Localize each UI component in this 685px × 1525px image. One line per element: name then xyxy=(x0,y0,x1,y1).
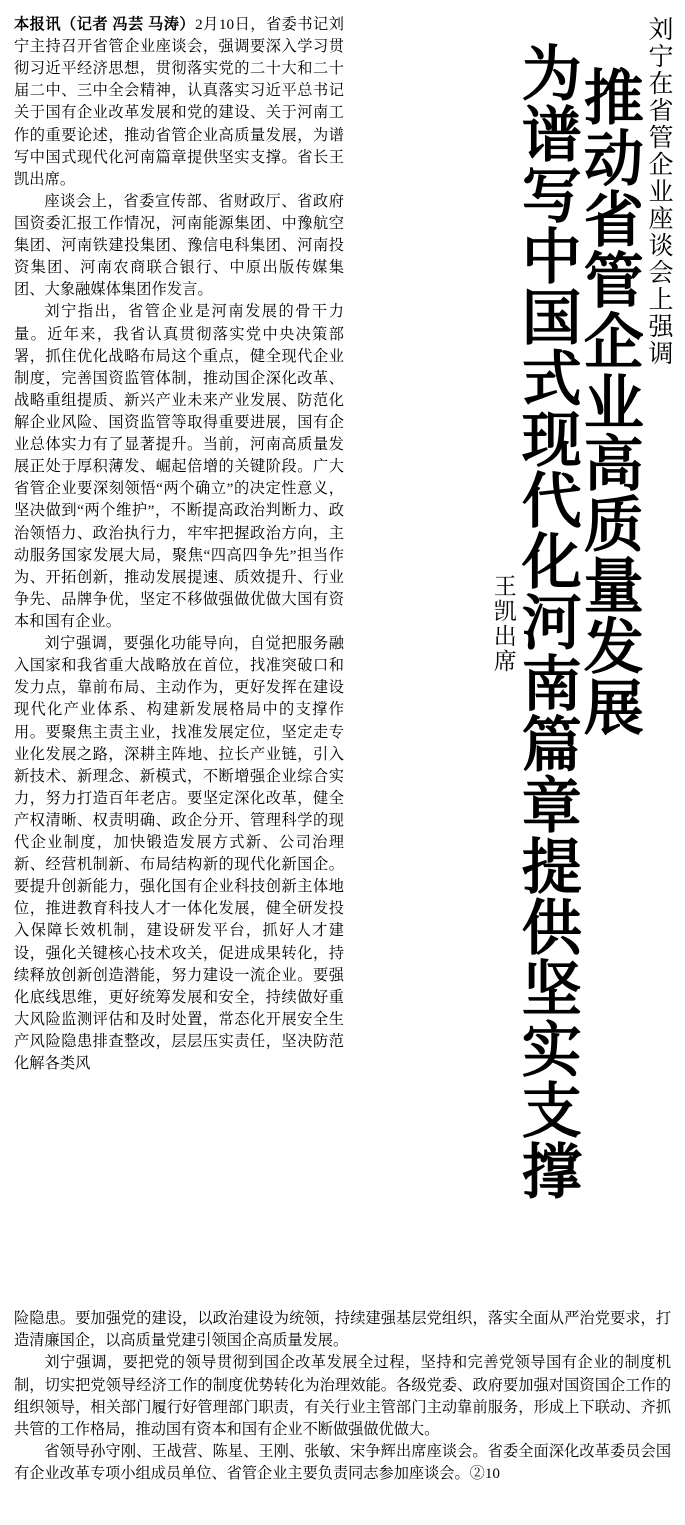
dateline-label: 本报讯（记者 冯芸 马涛） xyxy=(14,16,196,33)
headline-line-2: 为谱写中国式现代化河南篇章提供坚实支撑 xyxy=(511,42,582,1201)
top-area xyxy=(14,14,671,1310)
body-paragraph: 刘宁强调，要强化功能导向，自觉把服务融入国家和我省重大战略放在首位，找准突破口和发力点，靠前布局、主动作为，更好发挥在建设现代化产业体系、构建新发展格局中的支撑作用。要聚焦主责主业，找准发展定位，坚定走专业化发展之路，深耕主阵地、拉长产业链，引入新技术、新理念、新模式，不断增强企业综合实力，努力打造百年老店。要坚定深化改革，健全产权清晰、权责明确、政企分开、管理科学的现代企业制度，加快锻造发展方式新、公司治理新、经营机制新、布局结构新的现代化新国企。要提升创新能力，强化国有企业科技创新主体地位，推进教育科技人才一体化发展，健全研发投入保障长效机制，建设研发平台，抓好人才建设，强化关键核心技术攻关，促进成果转化，持续释放创新创造潜能，努力建设一流企业。要强化底线思维，更好统筹发展和安全，持续做好重大风险监测评估和及时处置，常态化开展安全生产风险隐患排查整改，层层压实责任，坚决防范化解各类风 xyxy=(14,635,344,1073)
body-paragraph: 险隐患。要加强党的建设，以政治建设为统领，持续建强基层党组织，落实全面从严治党要求，打造清廉国企，以高质量党建引领国企高质量发展。 xyxy=(14,1310,671,1350)
headline-byline: 王凯出席 xyxy=(490,574,516,674)
lead-paragraph xyxy=(14,14,344,191)
body-paragraph: 刘宁指出，省管企业是河南发展的骨干力量。近年来，我省认真贯彻落实党中央决策部署，抓住优化战略布局这个重点，健全现代企业制度，完善国资监管体制，推动国企深化改革、战略重组提质、新兴产业未来产业发展、防范化解企业风险、国资监管等取得重要进展，国有企业总体实力有了显著提升。当前，河南高质量发展正处于厚积薄发、崛起倍增的关键阶段。广大省管企业要深刻领悟“两个确立”的决定性意义，坚决做到“两个维护”，不断提高政治判断力、政治领悟力、政治执行力，牢牢把握政治方向，主动服务国家发展大局，聚焦“四高四争先”担当作为、开拓创新，推动发展提速、质效提升、行业争先、品牌争优，坚定不移做强做优做大国有资本和国有企业。 xyxy=(14,303,344,630)
body-paragraph: 省领导孙守刚、王战营、陈星、王刚、张敏、宋争辉出席座谈会。省委全面深化改革委员会国有企业改革专项小组成员单位、省管企业主要负责同志参加座谈会。②10 xyxy=(14,1443,671,1483)
lead-paragraph-text: 2月10日，省委书记刘宁主持召开省管企业座谈会，强调要深入学习贯彻习近平经济思想，贯彻落实党的二十大和二十届二中、三中全会精神，认真落实习近平总书记关于国有企业改革发展和党的建设、关于河南工作的重要论述，推动省管企业高质量发展，为谱写中国式现代化河南篇章提供坚实支撑。省长王凯出席。 xyxy=(14,16,344,188)
body-paragraph: 刘宁强调，要把党的领导贯彻到国企改革发展全过程，坚持和完善党领导国有企业的制度机制，切实把党领导经济工作的制度优势转化为治理效能。各级党委、政府要加强对国资国企工作的组织领导，相关部门履行好管理部门职责，有关行业主管部门主动靠前服务，形成上下联动、齐抓共管的工作格局，推动国有资本和国有企业不断做强做优做大。 xyxy=(14,1354,671,1438)
headline-block xyxy=(353,14,671,1310)
headline-kicker: 刘宁在省管企业座谈会上强调 xyxy=(645,16,672,367)
left-text-column xyxy=(14,14,344,1310)
body-paragraph: 座谈会上，省委宣传部、省财政厅、省政府国资委汇报工作情况，河南能源集团、中豫航空集团、河南铁建投集团、豫信电科集团、河南投资集团、河南农商联合银行、中原出版传媒集团、大象融媒体集团作发言。 xyxy=(14,192,344,299)
headline-line-1: 推动省管企业高质量发展 xyxy=(573,66,644,737)
bottom-text-column xyxy=(14,1308,671,1486)
